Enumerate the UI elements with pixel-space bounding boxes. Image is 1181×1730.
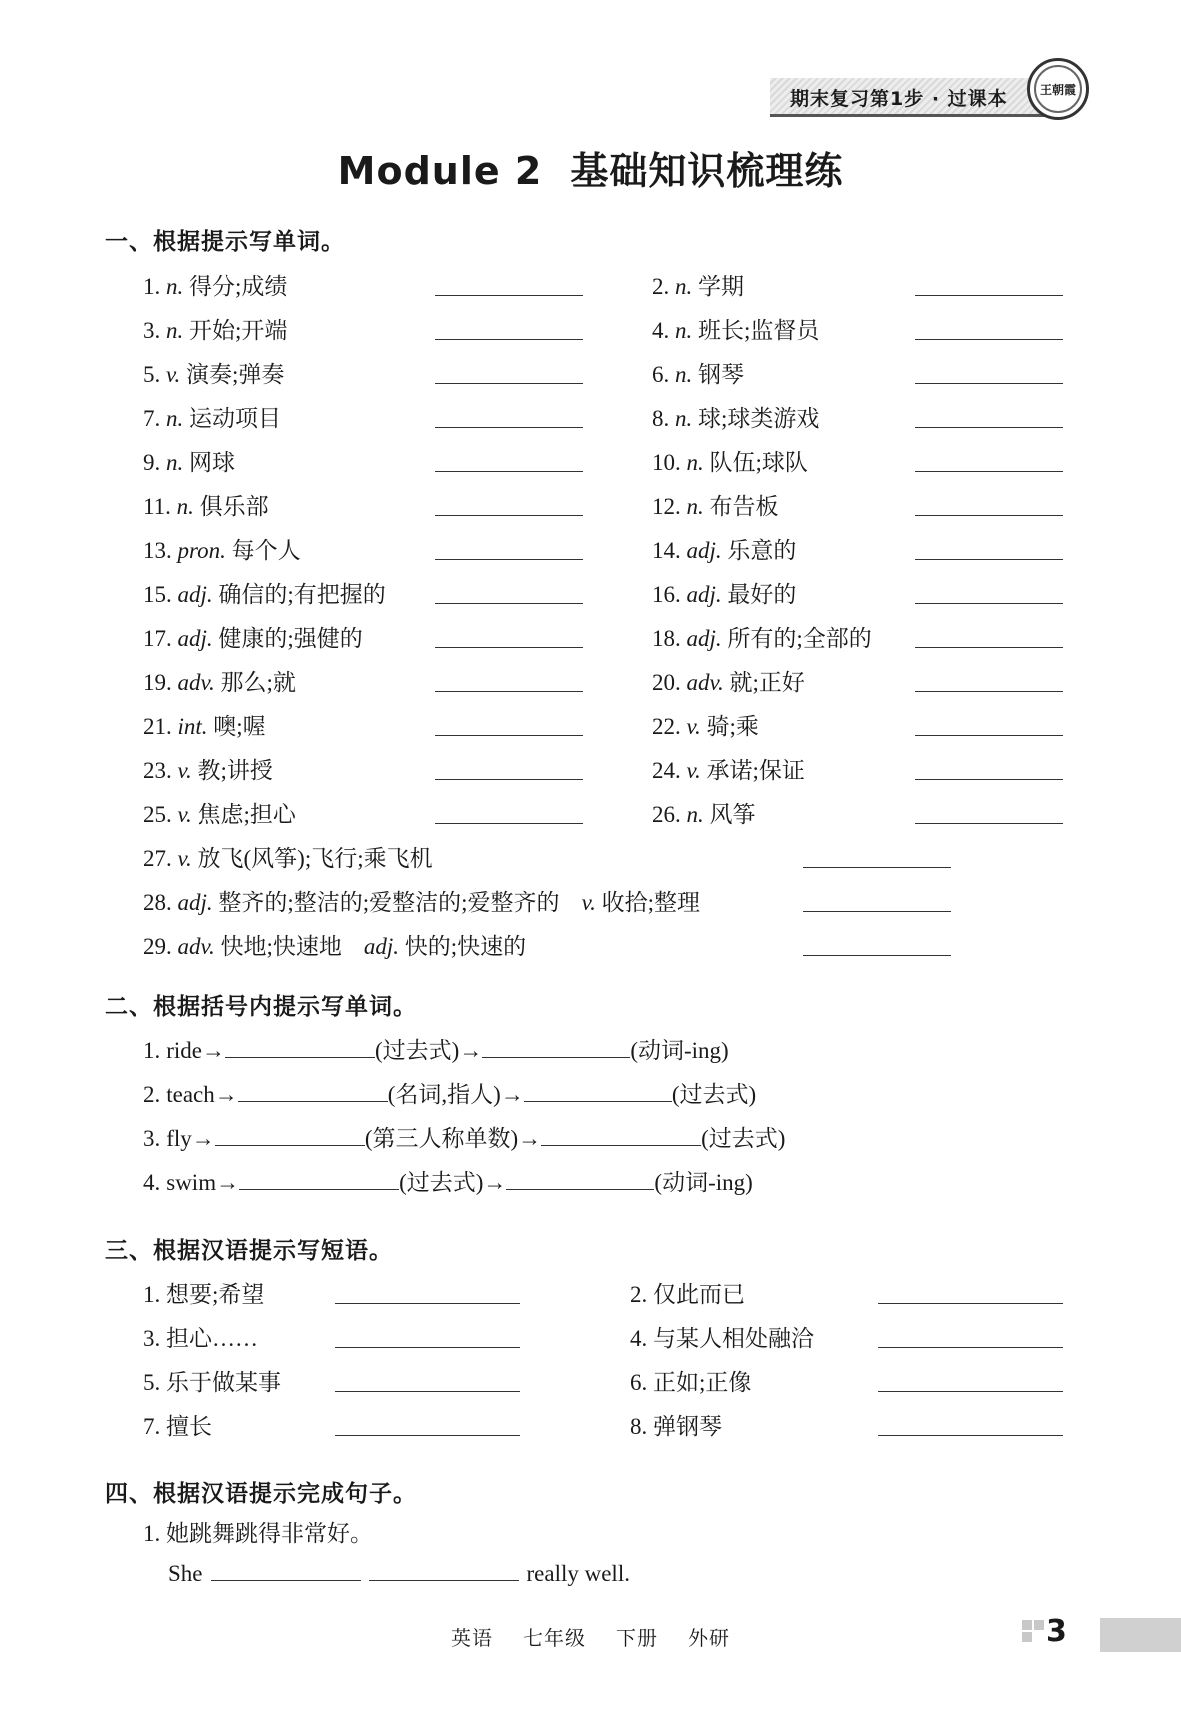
answer-blank[interactable] [215, 1123, 365, 1146]
item-hint: 学期 [698, 274, 744, 299]
item-number: 5. [143, 362, 161, 387]
phrase-item [143, 1364, 281, 1397]
page-title [0, 140, 1181, 195]
word-item [143, 664, 296, 697]
part-of-speech: adv. [177, 670, 215, 695]
answer-blank[interactable] [335, 1303, 520, 1304]
answer-blank[interactable] [435, 603, 583, 604]
item-hint: 噢;喔 [213, 714, 266, 739]
answer-blank[interactable] [239, 1167, 399, 1190]
answer-blank[interactable] [803, 867, 951, 868]
word-item [143, 400, 281, 433]
item-hint: 整齐的;整洁的;爱整洁的;爱整齐的 [218, 890, 560, 915]
part-of-speech: v. [177, 802, 192, 827]
form-hint: (第三人称单数)→ [364, 1126, 542, 1151]
word-item [143, 708, 266, 741]
word-item [652, 400, 819, 433]
item-hint: 钢琴 [698, 362, 744, 387]
item-hint: 仅此而已 [653, 1282, 745, 1307]
part-of-speech: n. [686, 450, 704, 475]
item-number: 1. [143, 1038, 161, 1063]
word-item [652, 356, 744, 389]
transform-item [143, 1076, 756, 1109]
page-number-bar [1100, 1618, 1181, 1652]
item-number: 2. [652, 274, 670, 299]
item-number: 3. [143, 1326, 161, 1351]
item-hint: 网球 [189, 450, 235, 475]
answer-blank[interactable] [915, 647, 1063, 648]
item-hint: 每个人 [231, 538, 301, 563]
answer-blank[interactable] [435, 471, 583, 472]
item-hint: 与某人相处融洽 [653, 1326, 814, 1351]
phrase-item [630, 1276, 745, 1309]
item-number: 27. [143, 846, 172, 871]
part-of-speech: n. [675, 274, 693, 299]
part-of-speech: v. [686, 714, 701, 739]
part-of-speech: int. [177, 714, 208, 739]
word-item [143, 356, 284, 389]
word-item [652, 708, 759, 741]
part-of-speech: v. [166, 362, 181, 387]
title-subtitle: 基础知识梳理练 [570, 149, 844, 193]
answer-blank[interactable] [541, 1123, 701, 1146]
word-item [143, 796, 296, 829]
footer-grade: 七年级 [523, 1628, 586, 1650]
item-number: 2. [143, 1082, 161, 1107]
answer-blank[interactable] [238, 1079, 388, 1102]
item-number: 1. [143, 274, 161, 299]
part-of-speech: n. [166, 274, 184, 299]
section-1-heading: 一、根据提示写单词。 [105, 229, 345, 255]
part-of-speech-2: adj. [363, 934, 400, 959]
item-hint: 焦虑;担心 [197, 802, 296, 827]
item-number: 7. [143, 406, 161, 431]
decor-square [1034, 1620, 1044, 1630]
phrase-item [630, 1408, 722, 1441]
item-number: 3. [143, 318, 161, 343]
item-number: 5. [143, 1370, 161, 1395]
section-4-item-1-prompt [143, 1515, 373, 1548]
word-item [143, 312, 287, 345]
item-number: 4. [652, 318, 670, 343]
answer-blank[interactable] [915, 427, 1063, 428]
part-of-speech: n. [176, 494, 194, 519]
item-number: 3. [143, 1126, 161, 1151]
answer-blank[interactable] [915, 339, 1063, 340]
answer-blank[interactable] [803, 955, 951, 956]
word-item [143, 268, 287, 301]
item-number: 14. [652, 538, 681, 563]
word-item-long [143, 928, 526, 961]
item-hint: 所有的;全部的 [727, 626, 872, 651]
item-hint: 最好的 [727, 582, 797, 607]
item-number: 4. [143, 1170, 161, 1195]
part-of-speech: pron. [177, 538, 226, 563]
part-of-speech: n. [686, 802, 704, 827]
answer-blank[interactable] [878, 1347, 1063, 1348]
decor-square [1022, 1632, 1032, 1642]
form-hint: (名词,指人)→ [387, 1082, 524, 1107]
answer-blank[interactable] [915, 779, 1063, 780]
answer-blank[interactable] [915, 559, 1063, 560]
item-number: 16. [652, 582, 681, 607]
item-hint: 那么;就 [220, 670, 296, 695]
item-hint: 演奏;弹奏 [186, 362, 285, 387]
item-hint-2: 收拾;整理 [601, 890, 700, 915]
answer-blank[interactable] [435, 515, 583, 516]
item-hint: 开始;开端 [189, 318, 288, 343]
item-number: 22. [652, 714, 681, 739]
footer-volume: 下册 [616, 1628, 658, 1650]
item-number: 11. [143, 494, 171, 519]
item-hint: 就;正好 [729, 670, 805, 695]
item-number: 4. [630, 1326, 648, 1351]
base-word: swim→ [166, 1170, 240, 1195]
word-item-long [143, 840, 433, 873]
phrase-item [143, 1320, 258, 1353]
word-item [143, 620, 363, 653]
answer-blank[interactable] [435, 779, 583, 780]
answer-blank[interactable] [335, 1347, 520, 1348]
item-hint: 布告板 [709, 494, 779, 519]
word-item [652, 444, 808, 477]
part-of-speech: n. [686, 494, 704, 519]
item-hint: 球;球类游戏 [698, 406, 820, 431]
item-hint: 确信的;有把握的 [218, 582, 386, 607]
item-number: 19. [143, 670, 172, 695]
item-hint: 得分;成绩 [189, 274, 288, 299]
item-hint: 弹钢琴 [653, 1414, 722, 1439]
part-of-speech: adj. [177, 626, 213, 651]
item-number: 15. [143, 582, 172, 607]
item-hint: 擅长 [166, 1414, 212, 1439]
transform-item [143, 1164, 753, 1197]
item-hint: 乐于做某事 [166, 1370, 281, 1395]
part-of-speech: n. [166, 318, 184, 343]
base-word: ride→ [166, 1038, 226, 1063]
publisher-logo [1027, 58, 1089, 120]
part-of-speech: adj. [177, 890, 213, 915]
item-number: 24. [652, 758, 681, 783]
item-hint: 运动项目 [189, 406, 281, 431]
item-number: 28. [143, 890, 172, 915]
base-word: fly→ [166, 1126, 215, 1151]
answer-blank[interactable] [506, 1167, 654, 1190]
word-item [143, 488, 269, 521]
item-number: 18. [652, 626, 681, 651]
item-hint: 放飞(风筝);飞行;乘飞机 [197, 846, 433, 871]
item-hint: 教;讲授 [197, 758, 273, 783]
answer-blank[interactable] [915, 603, 1063, 604]
form-hint: (过去式) [671, 1082, 757, 1107]
answer-blank[interactable] [435, 559, 583, 560]
word-item [652, 664, 805, 697]
answer-blank[interactable] [435, 383, 583, 384]
section-3-heading: 三、根据汉语提示写短语。 [105, 1238, 393, 1264]
item-hint: 班长;监督员 [698, 318, 820, 343]
footer [0, 1622, 1181, 1651]
decor-square [1022, 1620, 1032, 1630]
word-item [652, 752, 805, 785]
phrase-item [630, 1364, 751, 1397]
item-number: 6. [652, 362, 670, 387]
item-number: 17. [143, 626, 172, 651]
part-of-speech: adv. [686, 670, 724, 695]
answer-blank[interactable] [915, 515, 1063, 516]
answer-blank[interactable] [482, 1035, 630, 1058]
word-item [652, 312, 819, 345]
part-of-speech: adj. [686, 538, 722, 563]
word-item [652, 620, 872, 653]
answer-blank[interactable] [915, 383, 1063, 384]
answer-blank[interactable] [915, 735, 1063, 736]
form-hint: (过去式)→ [375, 1038, 483, 1063]
word-item [143, 576, 386, 609]
item-number: 20. [652, 670, 681, 695]
logo-text: 王朝霞 [1034, 65, 1082, 113]
item-number: 21. [143, 714, 172, 739]
answer-blank[interactable] [225, 1035, 375, 1058]
item-number: 12. [652, 494, 681, 519]
answer-blank[interactable] [435, 647, 583, 648]
base-word: teach→ [166, 1082, 238, 1107]
item-hint: 俱乐部 [199, 494, 269, 519]
word-item [143, 444, 235, 477]
item-prompt: 她跳舞跳得非常好。 [166, 1521, 373, 1546]
part-of-speech: n. [166, 450, 184, 475]
item-number: 25. [143, 802, 172, 827]
item-hint: 健康的;强健的 [218, 626, 363, 651]
answer-blank[interactable] [803, 911, 951, 912]
part-of-speech: n. [675, 362, 693, 387]
answer-blank[interactable] [915, 691, 1063, 692]
answer-blank[interactable] [335, 1435, 520, 1436]
answer-blank[interactable] [878, 1303, 1063, 1304]
answer-blank[interactable] [435, 735, 583, 736]
item-hint: 风筝 [709, 802, 756, 827]
phrase-item [143, 1276, 264, 1309]
word-item [652, 576, 796, 609]
word-item [143, 752, 273, 785]
phrase-item [630, 1320, 814, 1353]
section-4-heading: 四、根据汉语提示完成句子。 [105, 1481, 417, 1507]
item-hint: 骑;乘 [706, 714, 759, 739]
part-of-speech: adj. [686, 582, 722, 607]
answer-blank[interactable] [369, 1558, 519, 1581]
form-hint: (过去式) [701, 1126, 786, 1151]
part-of-speech: n. [166, 406, 184, 431]
part-of-speech-2: v. [581, 890, 596, 915]
transform-item [143, 1120, 785, 1153]
answer-blank[interactable] [335, 1391, 520, 1392]
item-number: 29. [143, 934, 172, 959]
item-number: 13. [143, 538, 172, 563]
form-hint: (过去式)→ [399, 1170, 507, 1195]
answer-blank[interactable] [878, 1391, 1063, 1392]
header-text: 期末复习第1步 · 过课本 [790, 88, 1008, 110]
sentence-start: She [168, 1561, 203, 1586]
item-hint: 承诺;保证 [706, 758, 805, 783]
word-item [652, 532, 796, 565]
part-of-speech: v. [177, 846, 192, 871]
item-hint: 担心…… [166, 1326, 258, 1351]
page-number: 3 [1046, 1614, 1067, 1649]
part-of-speech: adj. [177, 582, 213, 607]
answer-blank[interactable] [915, 823, 1063, 824]
part-of-speech: v. [686, 758, 701, 783]
word-item [143, 532, 301, 565]
word-item [652, 796, 756, 829]
footer-edition: 外研 [688, 1628, 730, 1650]
answer-blank[interactable] [915, 471, 1063, 472]
item-hint: 想要;希望 [166, 1282, 265, 1307]
answer-blank[interactable] [524, 1079, 672, 1102]
transform-item [143, 1032, 729, 1065]
item-hint: 快地;快速地 [220, 934, 342, 959]
answer-blank[interactable] [211, 1558, 361, 1581]
item-number: 23. [143, 758, 172, 783]
word-item-long [143, 884, 700, 917]
answer-blank[interactable] [878, 1435, 1063, 1436]
answer-blank[interactable] [435, 339, 583, 340]
item-number: 9. [143, 450, 161, 475]
item-number: 6. [630, 1370, 648, 1395]
item-number: 1. [143, 1521, 161, 1546]
item-number: 8. [630, 1414, 648, 1439]
item-hint-2: 快的;快速的 [404, 934, 527, 959]
item-hint: 队伍;球队 [709, 450, 808, 475]
answer-blank[interactable] [915, 295, 1063, 296]
item-number: 1. [143, 1282, 161, 1307]
phrase-item [143, 1408, 212, 1441]
sentence-end: really well. [526, 1561, 630, 1586]
item-number: 26. [652, 802, 681, 827]
footer-subject: 英语 [451, 1628, 493, 1650]
word-item [652, 488, 779, 521]
part-of-speech: adv. [177, 934, 215, 959]
part-of-speech: adj. [686, 626, 722, 651]
item-hint: 乐意的 [727, 538, 797, 563]
answer-blank[interactable] [435, 427, 583, 428]
part-of-speech: n. [675, 318, 693, 343]
item-number: 8. [652, 406, 670, 431]
item-number: 7. [143, 1414, 161, 1439]
answer-blank[interactable] [435, 295, 583, 296]
part-of-speech: v. [177, 758, 192, 783]
item-number: 10. [652, 450, 681, 475]
section-2-heading: 二、根据括号内提示写单词。 [105, 994, 417, 1020]
answer-blank[interactable] [435, 691, 583, 692]
item-hint: 正如;正像 [653, 1370, 752, 1395]
item-number: 2. [630, 1282, 648, 1307]
answer-blank[interactable] [435, 823, 583, 824]
section-4-item-1-answer [168, 1558, 630, 1587]
part-of-speech: n. [675, 406, 693, 431]
form-hint: (动词-ing) [630, 1038, 729, 1063]
word-item [652, 268, 744, 301]
module-label: Module 2 [337, 149, 543, 193]
form-hint: (动词-ing) [654, 1170, 753, 1195]
